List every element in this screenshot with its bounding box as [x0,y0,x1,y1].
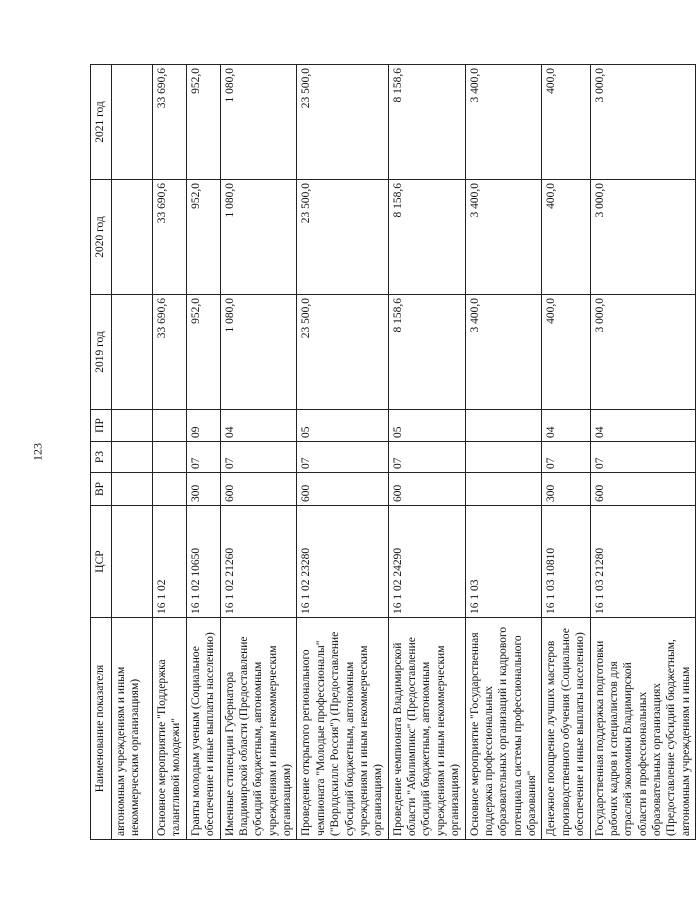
row-2020: 23 500,0 [297,180,388,295]
page-number: 123 [30,443,45,461]
row-vr: 600 [590,473,696,506]
header-2019: 2019 год [91,295,112,410]
header-rz: РЗ [91,442,112,473]
table-row [590,65,696,840]
row-2020: 400,0 [542,180,590,295]
row-rz [153,442,187,473]
row-2021: 1 080,0 [220,65,297,180]
row-2021 [112,65,153,180]
row-2020: 1 080,0 [220,180,297,295]
row-pr: 04 [590,410,696,442]
row-pr [153,410,187,442]
row-rz: 07 [542,442,590,473]
row-rz [465,442,542,473]
row-2021: 400,0 [542,65,590,180]
row-name: Проведение открытого регионального чемпионата "Молодые профессионалы" ("Ворлдскиллс Россия") (Предоставление субсидий бюджетным, автономным учреждениям и иным некоммерческим организациям) [297,618,388,840]
table-row [465,65,542,840]
row-vr: 300 [186,473,220,506]
rotated-table-container [90,65,692,840]
row-2021: 8 158,6 [388,65,465,180]
row-csr: 16 1 02 [153,506,187,618]
row-name: Основное мероприятие "Государственная поддержка профессиональных образовательных организаций и кадрового потенциала системы профессионального образования" [465,618,542,840]
table-row [112,65,153,840]
row-pr: 09 [186,410,220,442]
row-vr: 600 [388,473,465,506]
row-2020: 952,0 [186,180,220,295]
row-name: Гранты молодым ученым (Социальное обеспечение и иные выплаты населению) [186,618,220,840]
row-csr: 16 1 02 10650 [186,506,220,618]
table-row [542,65,590,840]
table-row [388,65,465,840]
table-header-row [91,65,112,840]
header-2020: 2020 год [91,180,112,295]
row-pr: 04 [220,410,297,442]
row-2021: 33 690,6 [153,65,187,180]
row-csr [112,506,153,618]
header-2021: 2021 год [91,65,112,180]
row-2019: 3 400,0 [465,295,542,410]
row-2019: 1 080,0 [220,295,297,410]
row-rz [112,442,153,473]
row-2020: 8 158,6 [388,180,465,295]
table-row [186,65,220,840]
row-pr [465,410,542,442]
row-csr: 16 1 03 [465,506,542,618]
row-rz: 07 [388,442,465,473]
row-rz: 07 [186,442,220,473]
row-2019: 3 000,0 [590,295,696,410]
row-csr: 16 1 02 21260 [220,506,297,618]
row-2019: 952,0 [186,295,220,410]
row-2019: 8 158,6 [388,295,465,410]
row-csr: 16 1 02 24290 [388,506,465,618]
budget-table [90,64,696,840]
row-2021: 3 400,0 [465,65,542,180]
row-2019: 23 500,0 [297,295,388,410]
row-vr: 600 [220,473,297,506]
row-2021: 23 500,0 [297,65,388,180]
row-name: Именные стипендии Губернатора Владимирской области (Предоставление субсидий бюджетным, автономным учреждениям и иным некоммерческим организациям) [220,618,297,840]
row-pr: 04 [542,410,590,442]
row-pr: 05 [388,410,465,442]
row-vr [465,473,542,506]
row-2020 [112,180,153,295]
header-pr: ПР [91,410,112,442]
row-2020: 3 400,0 [465,180,542,295]
row-2019: 400,0 [542,295,590,410]
row-csr: 16 1 03 10810 [542,506,590,618]
header-name: Наименование показателя [91,618,112,840]
row-csr: 16 1 02 23280 [297,506,388,618]
row-2019 [112,295,153,410]
row-vr: 300 [542,473,590,506]
row-2019: 33 690,6 [153,295,187,410]
table-row [153,65,187,840]
table-row [220,65,297,840]
row-rz: 07 [590,442,696,473]
table-row [297,65,388,840]
header-vr: ВР [91,473,112,506]
row-name: Основное мероприятие "Поддержка талантливой молодежи" [153,618,187,840]
row-2021: 3 000,0 [590,65,696,180]
row-name: автономным учреждениям и иным некоммерческим организациям) [112,618,153,840]
row-csr: 16 1 03 21280 [590,506,696,618]
row-2020: 33 690,6 [153,180,187,295]
row-pr [112,410,153,442]
row-name: Государственная поддержка подготовки рабочих кадров и специалистов для отраслей экономики Владимирской области в профессиональных образовательных организациях (Предоставление субсидий бюджетным, автономным учреждениям и иным [590,618,696,840]
row-2020: 3 000,0 [590,180,696,295]
row-name: Проведение чемпионата Владимирской области "Абилимпикс" (Предоставление субсидий бюджетным, автономным учреждениям и иным некоммерческим организациям) [388,618,465,840]
row-vr [112,473,153,506]
row-name: Денежное поощрение лучших мастеров производственного обучения (Социальное обеспечение и иные выплаты населению) [542,618,590,840]
row-2021: 952,0 [186,65,220,180]
row-vr [153,473,187,506]
row-rz: 07 [220,442,297,473]
header-csr: ЦСР [91,506,112,618]
row-rz: 07 [297,442,388,473]
row-pr: 05 [297,410,388,442]
row-vr: 600 [297,473,388,506]
